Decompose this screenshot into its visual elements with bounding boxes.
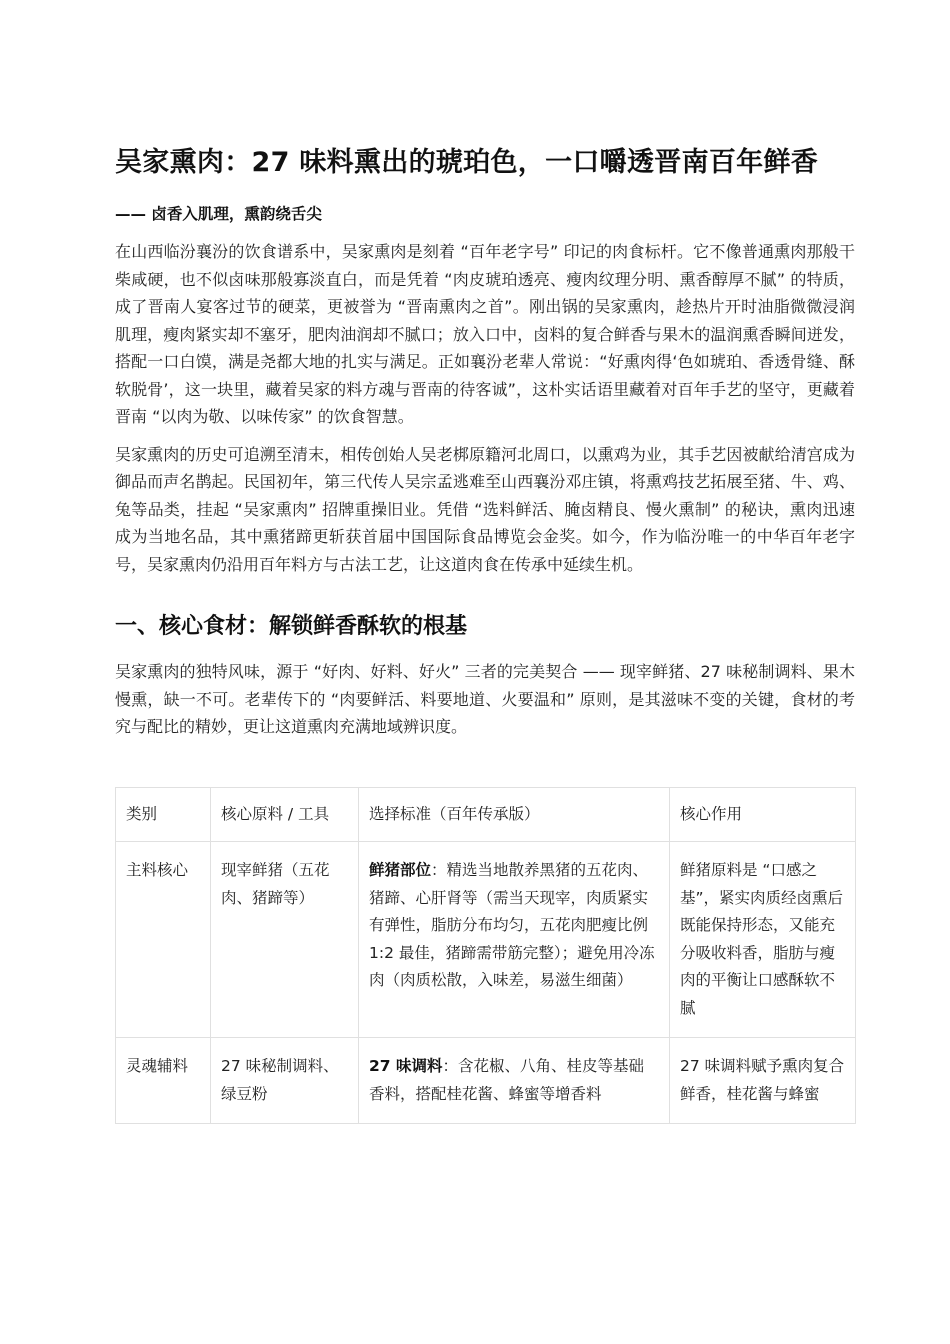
material-cell <box>211 1038 359 1124</box>
standard-wrap <box>369 1053 659 1108</box>
table-header-cell: 核心原料 / 工具 <box>211 787 359 842</box>
intro-paragraph-2: 吴家熏肉的历史可追溯至清末，相传创始人吴老梆原籍河北周口，以熏鸡为业，其手艺因被献给清宫成为御品而声名鹊起。民国初年，第三代传人吴宗孟逃难至山西襄汾邓庄镇，将熏鸡技艺拓展至猪、牛、鸡、兔等品类，挂起 “吴家熏肉” 招牌重操旧业。凭借 “选料鲜活、腌卤精良、慢火熏制” 的秘诀，熏肉迅速成为当地名品，其中熏猪蹄更斩获首届中国国际食品博览会金奖。如今，作为临汾唯一的中华百年老字号，吴家熏肉仍沿用百年料方与古法工艺，让这道肉食在传承中延续生机。 <box>115 444 855 574</box>
standard-keyword: 27 味调料 <box>369 1057 443 1075</box>
document-content <box>115 142 855 1124</box>
ingredients-table <box>115 787 856 1125</box>
table-row <box>116 1038 856 1124</box>
standard-cell <box>359 842 670 1038</box>
page-title: 吴家熏肉：27 味料熏出的琥珀色，一口嚼透晋南百年鲜香 <box>115 147 819 178</box>
category-text: 灵魂辅料 <box>126 1057 189 1075</box>
material-cell: 现宰鲜猪（五花肉、猪蹄等） <box>211 842 359 1038</box>
table-header-row <box>116 787 856 842</box>
effect-text: 27 味调料赋予熏肉复合鲜香，桂花酱与蜂蜜 <box>680 1057 845 1103</box>
material-text: 27 味秘制调料、绿豆粉 <box>221 1057 339 1103</box>
page-subtitle: —— 卤香入肌理，熏韵绕舌尖 <box>115 205 322 223</box>
intro-paragraph-1: 在山西临汾襄汾的饮食谱系中，吴家熏肉是刻着 “百年老字号” 印记的肉食标杆。它不像普通熏肉那般干柴咸硬，也不似卤味那般寡淡直白，而是凭着 “肉皮琥珀透亮、瘦肉纹理分明、熏香醇厚不腻” 的特质，成了晋南人宴客过节的硬菜，更被誉为 “晋南熏肉之首”。刚出锅的吴家熏肉，趁热片开时油脂微微浸润肌理，瘦肉紧实却不塞牙，肥肉油润却不腻口；放入口中，卤料的复合鲜香与果木的温润熏香瞬间迸发，搭配一口白馍，满是尧都大地的扎实与满足。正如襄汾老辈人常说：“好熏肉得‘色如琥珀、香透骨缝、酥软脱骨’，这一块里，藏着吴家的料方魂与晋南的待客诚”，这朴实话语里藏着对百年手艺的坚守，更藏着晋南 “以肉为敬、以味传家” 的饮食智慧。 <box>115 242 855 426</box>
table-header-cell: 选择标准（百年传承版） <box>359 787 670 842</box>
standard-text: ：含花椒、八角、桂皮等基础香料，搭配桂花酱、蜂蜜等增香料 <box>369 1057 644 1103</box>
section-intro: 吴家熏肉的独特风味，源于 “好肉、好料、好火” 三者的完美契合 —— 现宰鲜猪、27 味秘制调料、果木慢熏，缺一不可。老辈传下的 “肉要鲜活、料要地道、火要温和” 原则，是其滋味不变的关键，食材的考究与配比的精妙，更让这道熏肉充满地域辨识度。 <box>115 662 855 736</box>
standard-cell <box>359 1038 670 1124</box>
category-cell <box>116 1038 211 1124</box>
section-heading: 一、核心食材：解锁鲜香酥软的根基 <box>115 614 468 639</box>
effect-cell: 鲜猪原料是 “口感之基”，紧实肉质经卤熏后既能保持形态，又能充分吸收料香，脂肪与瘦肉的平衡让口感酥软不腻 <box>670 842 856 1038</box>
standard-keyword: 鲜猪部位 <box>369 861 432 879</box>
standard-text: ：精选当地散养黑猪的五花肉、猪蹄、心肝肾等（需当天现宰，肉质紧实有弹性，脂肪分布均匀，五花肉肥瘦比例 1:2 最佳，猪蹄需带筋完整）；避免用冷冻肉（肉质松散，入味差，易滋生细菌） <box>369 861 655 989</box>
table-header-cell: 核心作用 <box>670 787 856 842</box>
table-row <box>116 842 856 1038</box>
effect-cell <box>670 1038 856 1124</box>
table-header-cell: 类别 <box>116 787 211 842</box>
category-cell: 主料核心 <box>116 842 211 1038</box>
